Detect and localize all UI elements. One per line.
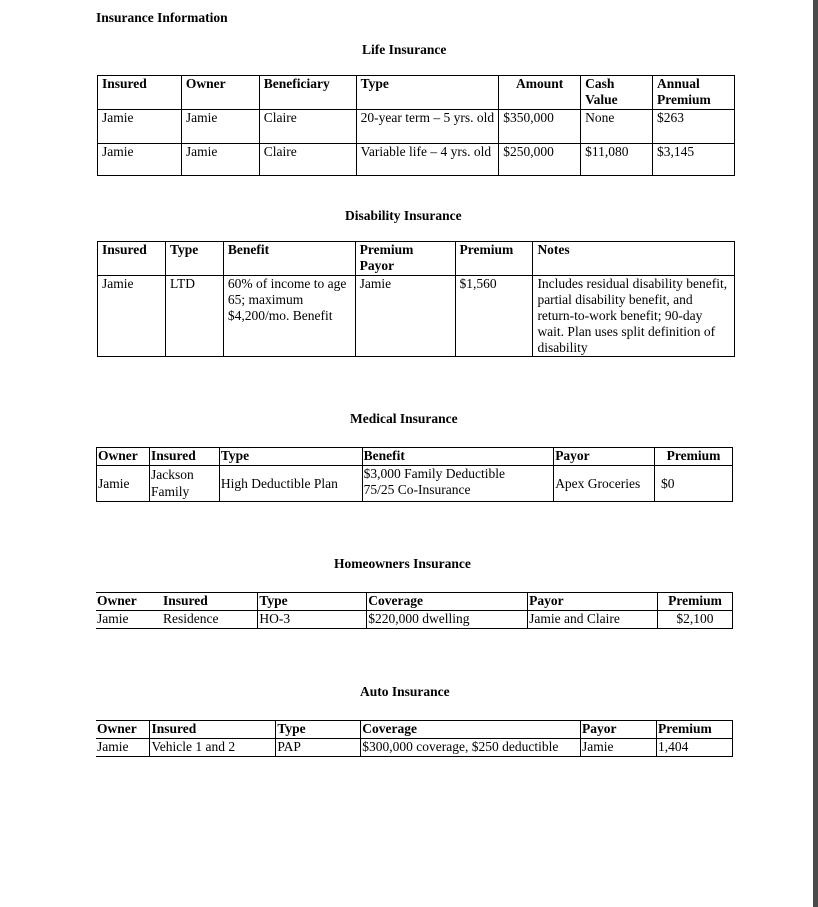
table-cell: Jamie [98, 276, 166, 357]
disability-insurance-title: Disability Insurance [345, 208, 462, 223]
column-header: Owner [181, 76, 259, 110]
column-header: Insured [150, 721, 276, 739]
column-header: Payor [554, 448, 655, 466]
table-cell: Residence [162, 611, 258, 629]
table-cell: Vehicle 1 and 2 [150, 739, 276, 757]
column-header: Benefit [362, 448, 554, 466]
table-cell [362, 466, 554, 502]
column-header: Payor [528, 593, 658, 611]
table-cell: Jamie [355, 276, 455, 357]
table-header-row [98, 76, 735, 110]
table-cell: $1,560 [455, 276, 533, 357]
table-cell: High Deductible Plan [219, 466, 362, 502]
table-cell: Jamie [581, 739, 657, 757]
column-header: Premium [657, 593, 732, 611]
table-row [98, 110, 735, 144]
column-header: Coverage [367, 593, 528, 611]
table-cell: Claire [259, 144, 356, 176]
column-header: Premium [656, 721, 732, 739]
column-header: Type [219, 448, 362, 466]
homeowners-insurance-table [96, 592, 733, 629]
homeowners-insurance-title: Homeowners Insurance [334, 556, 471, 571]
table-cell: LTD [165, 276, 223, 357]
table-row [98, 276, 735, 357]
benefit-line: $3,000 Family Deductible [363, 466, 505, 481]
table-cell: PAP [276, 739, 361, 757]
life-insurance-title: Life Insurance [362, 42, 447, 57]
page-edge-bar [813, 0, 818, 907]
table-cell: 1,404 [656, 739, 732, 757]
column-header: Insured [162, 593, 258, 611]
column-header: Premium [455, 242, 533, 276]
column-header: Type [258, 593, 367, 611]
column-header: Notes [533, 242, 735, 276]
column-header: Owner [96, 721, 150, 739]
table-header-row [96, 721, 733, 739]
column-header: Type [276, 721, 361, 739]
auto-insurance-title: Auto Insurance [360, 684, 450, 699]
table-cell: 20-year term – 5 yrs. old [356, 110, 499, 144]
column-header: Payor [581, 721, 657, 739]
disability-insurance-table [97, 241, 735, 357]
table-cell: Jamie and Claire [528, 611, 658, 629]
column-header: Owner [96, 593, 162, 611]
table-cell: $263 [653, 110, 735, 144]
table-header-row [98, 242, 735, 276]
table-header-row [96, 593, 733, 611]
column-header: Benefit [223, 242, 355, 276]
medical-insurance-table [96, 447, 733, 502]
table-cell: Jamie [98, 110, 182, 144]
table-cell: Jamie [98, 144, 182, 176]
table-cell: $350,000 [499, 110, 581, 144]
table-row [96, 739, 733, 757]
table-cell: $250,000 [499, 144, 581, 176]
column-header: Coverage [361, 721, 581, 739]
life-insurance-table [97, 75, 735, 176]
table-cell: $0 [655, 466, 733, 502]
table-cell: $220,000 dwelling [367, 611, 528, 629]
column-header: Insured [98, 76, 182, 110]
table-cell: Apex Groceries [554, 466, 655, 502]
table-cell: Jackson Family [149, 466, 219, 502]
column-header: Type [165, 242, 223, 276]
column-header: Annual Premium [653, 76, 735, 110]
table-cell: 60% of income to age 65; maximum $4,200/mo. Benefit [223, 276, 355, 357]
table-cell: None [581, 110, 653, 144]
column-header: Amount [499, 76, 581, 110]
table-cell: Jamie [181, 110, 259, 144]
table-cell: Jamie [96, 739, 150, 757]
table-cell: Claire [259, 110, 356, 144]
auto-insurance-table [96, 720, 733, 757]
table-cell: Jamie [97, 466, 150, 502]
table-cell: $3,145 [653, 144, 735, 176]
column-header: Insured [149, 448, 219, 466]
column-header: Cash Value [581, 76, 653, 110]
table-cell: Includes residual disability benefit, partial disability benefit, and return-to-work benefit; 90-day wait. Plan uses split definition of disability [533, 276, 735, 357]
section-title: Insurance Information [96, 10, 228, 25]
table-row [97, 466, 733, 502]
table-cell: Jamie [96, 611, 162, 629]
table-row [96, 611, 733, 629]
column-header: Insured [98, 242, 166, 276]
column-header: Premium [655, 448, 733, 466]
table-cell: $11,080 [581, 144, 653, 176]
column-header: Type [356, 76, 499, 110]
table-cell: Jamie [181, 144, 259, 176]
table-cell: HO-3 [258, 611, 367, 629]
benefit-line: 75/25 Co-Insurance [363, 482, 471, 497]
table-cell: $2,100 [657, 611, 732, 629]
table-row [98, 144, 735, 176]
table-cell: $300,000 coverage, $250 deductible [361, 739, 581, 757]
column-header: Premium Payor [355, 242, 455, 276]
medical-insurance-title: Medical Insurance [350, 411, 458, 426]
column-header: Beneficiary [259, 76, 356, 110]
column-header: Owner [97, 448, 150, 466]
table-cell: Variable life – 4 yrs. old [356, 144, 499, 176]
table-header-row [97, 448, 733, 466]
